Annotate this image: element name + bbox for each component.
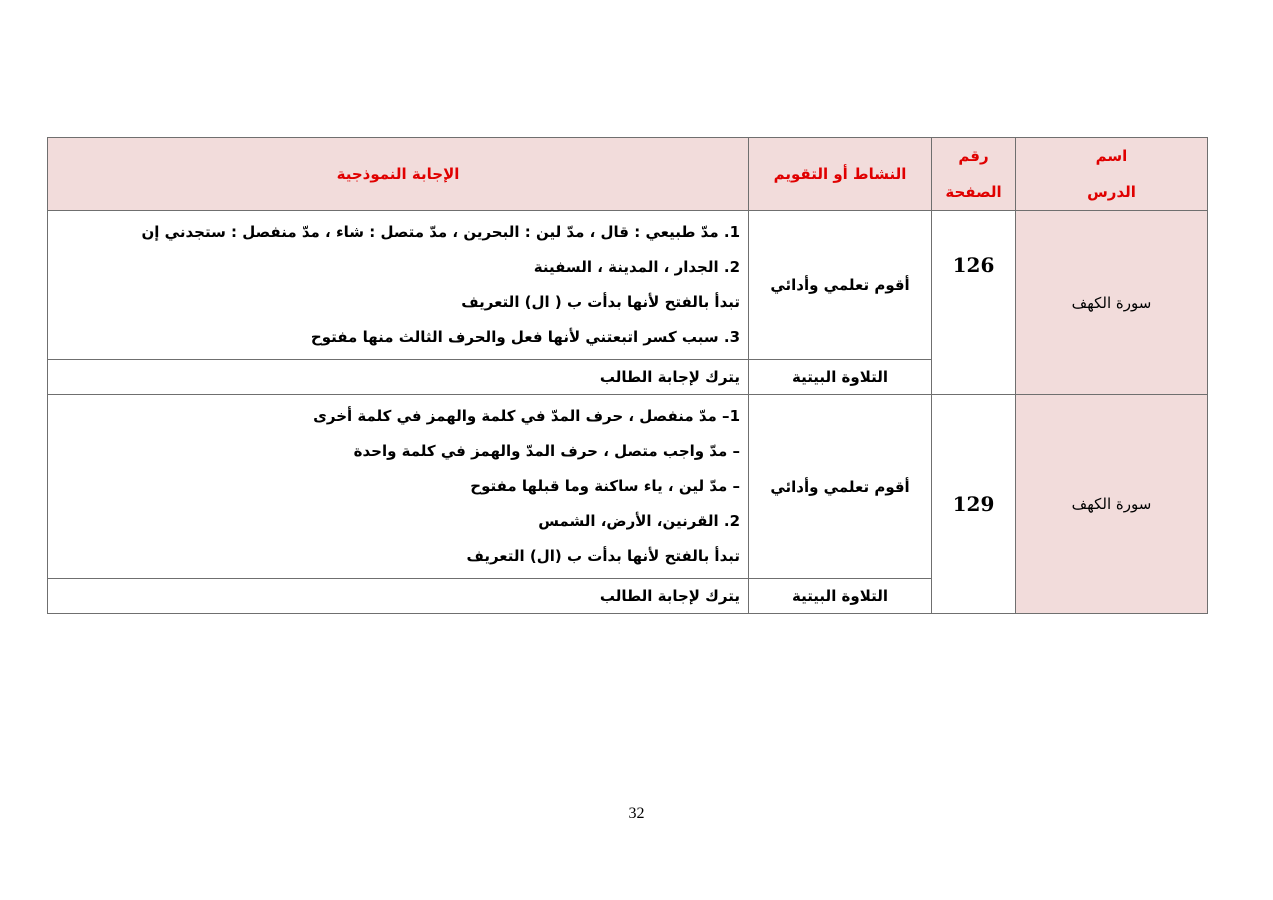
answer-line: 1– مدّ منفصل ، حرف المدّ في كلمة والهمز في كلمة أخرى bbox=[313, 407, 740, 425]
header-page-number-line2: الصفحة bbox=[945, 183, 1002, 201]
page-number-cell: 126 bbox=[932, 211, 1016, 395]
activity-cell: أقوم تعلمي وأدائي bbox=[749, 395, 932, 579]
home-recitation-answer-cell: يترك لإجابة الطالب bbox=[48, 579, 749, 614]
table-row bbox=[48, 211, 1208, 360]
header-lesson-name-line1: اسم bbox=[1095, 147, 1128, 165]
lesson-name-cell: سورة الكهف bbox=[1016, 211, 1208, 395]
header-lesson-name-line2: الدرس bbox=[1087, 183, 1136, 201]
header-page-number-line1: رقم bbox=[958, 147, 989, 165]
answer-line: 2. الجدار ، المدينة ، السفينة bbox=[533, 258, 740, 276]
answer-line: 3. سبب كسر اتبعتني لأنها فعل والحرف الثالث منها مفتوح bbox=[310, 328, 740, 346]
page-number-footer: 32 bbox=[628, 805, 645, 822]
lesson-answers-table bbox=[47, 137, 1208, 614]
answer-line: 2. القرنين، الأرض، الشمس bbox=[538, 512, 740, 530]
answer-line: – مدّ لين ، ياء ساكنة وما قبلها مفتوح bbox=[470, 477, 740, 495]
home-recitation-cell: التلاوة البيتية bbox=[749, 579, 932, 614]
answer-line: تبدأ بالفتح لأنها بدأت ب (ال) التعريف bbox=[466, 547, 740, 565]
answer-line: – مدّ واجب متصل ، حرف المدّ والهمز في كلمة واحدة bbox=[353, 442, 740, 460]
header-model-answer: الإجابة النموذجية bbox=[48, 138, 749, 211]
home-recitation-cell: التلاوة البيتية bbox=[749, 360, 932, 395]
lesson-name-cell: سورة الكهف bbox=[1016, 395, 1208, 614]
model-answer-cell bbox=[48, 211, 749, 360]
page-number-cell: 129 bbox=[932, 395, 1016, 614]
answer-line: 1. مدّ طبيعي : قال ، مدّ لين : البحرين ، مدّ متصل : شاء ، مدّ منفصل : ستجدني إن bbox=[141, 223, 740, 241]
table-row bbox=[48, 395, 1208, 579]
model-answer-cell bbox=[48, 395, 749, 579]
header-activity: النشاط أو التقويم bbox=[749, 138, 932, 211]
header-page-number bbox=[932, 138, 1016, 211]
home-recitation-answer-cell: يترك لإجابة الطالب bbox=[48, 360, 749, 395]
table-header-row bbox=[48, 138, 1208, 211]
answer-line: تبدأ بالفتح لأنها بدأت ب ( ال) التعريف bbox=[461, 293, 740, 311]
activity-cell: أقوم تعلمي وأدائي bbox=[749, 211, 932, 360]
header-lesson-name bbox=[1016, 138, 1208, 211]
